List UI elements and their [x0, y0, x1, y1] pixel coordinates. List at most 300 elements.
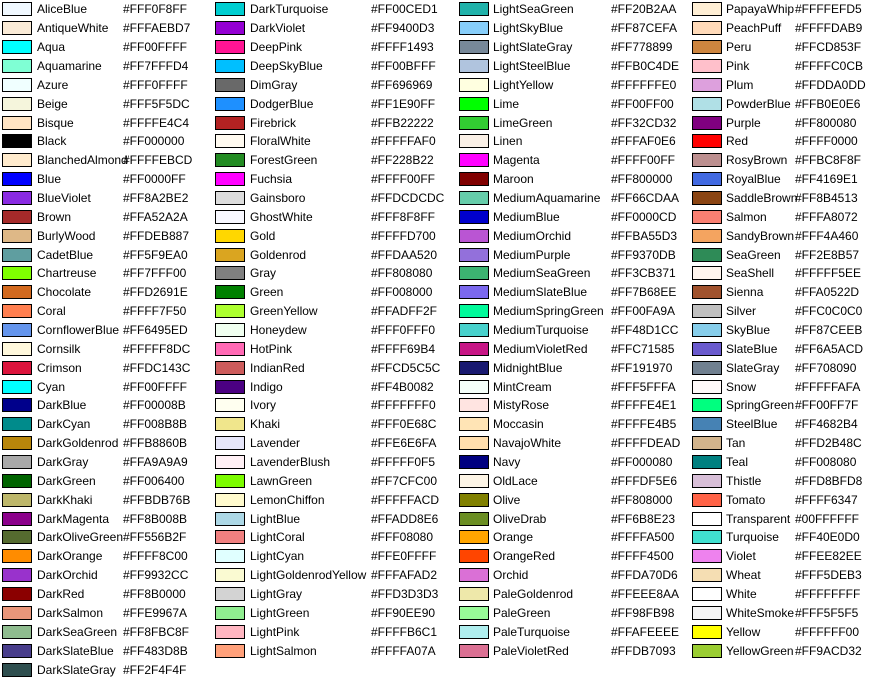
color-row	[215, 132, 444, 151]
color-row	[692, 377, 866, 396]
color-swatch	[459, 134, 489, 148]
color-name-label: MediumPurple	[493, 247, 571, 262]
color-row	[215, 226, 444, 245]
color-swatch	[215, 210, 245, 224]
color-swatch	[692, 285, 722, 299]
color-hex-label: #FF8A2BE2	[123, 191, 189, 206]
color-hex-label: #FF6B8E23	[611, 511, 676, 526]
color-hex-label: #FF00008B	[123, 398, 186, 413]
color-column-4	[692, 0, 866, 660]
color-name-label: Teal	[726, 455, 749, 470]
color-swatch	[459, 380, 489, 394]
color-row	[215, 528, 444, 547]
color-hex-label: #FF9400D3	[371, 21, 435, 36]
color-hex-label: #FF32CD32	[611, 115, 677, 130]
color-hex-label: #FFEE82EE	[795, 549, 862, 564]
color-name-label: RoyalBlue	[726, 172, 781, 187]
color-swatch	[2, 587, 32, 601]
color-name-label: Red	[726, 134, 749, 149]
color-hex-label: #FFBA55D3	[611, 228, 678, 243]
color-row	[459, 358, 680, 377]
color-swatch	[215, 116, 245, 130]
color-swatch	[215, 323, 245, 337]
color-name-label: LightGreen	[250, 605, 310, 620]
color-name-label: Green	[250, 285, 284, 300]
color-hex-label: #FFCD853F	[795, 40, 862, 55]
color-swatch	[459, 361, 489, 375]
color-row	[215, 94, 444, 113]
color-name-label: DarkSeaGreen	[37, 624, 118, 639]
color-hex-label: #FFE9967A	[123, 605, 188, 620]
color-row	[692, 283, 866, 302]
color-hex-label: #FFDDA0DD	[795, 77, 866, 92]
color-row	[215, 19, 444, 38]
color-swatch	[2, 512, 32, 526]
color-name-label: CadetBlue	[37, 247, 94, 262]
color-hex-label: #FFF08080	[371, 530, 434, 545]
color-name-label: DarkSlateGray	[37, 662, 116, 677]
color-hex-label: #FFDEB887	[123, 228, 190, 243]
color-name-label: Maroon	[493, 172, 534, 187]
color-name-label: DarkGoldenrod	[37, 436, 119, 451]
color-name-label: BlueViolet	[37, 191, 91, 206]
color-row	[459, 189, 680, 208]
color-row	[692, 490, 866, 509]
color-hex-label: #FF696969	[371, 77, 433, 92]
color-swatch	[2, 436, 32, 450]
color-row	[2, 509, 192, 528]
color-name-label: Silver	[726, 304, 757, 319]
color-row	[2, 471, 192, 490]
color-hex-label: #FF6A5ACD	[795, 341, 864, 356]
color-name-label: Gold	[250, 228, 276, 243]
color-swatch	[215, 587, 245, 601]
color-name-label: Lavender	[250, 436, 301, 451]
color-row	[2, 415, 192, 434]
color-swatch	[692, 474, 722, 488]
color-row	[692, 94, 866, 113]
color-swatch	[215, 172, 245, 186]
color-row	[692, 585, 866, 604]
color-swatch	[692, 493, 722, 507]
color-hex-label: #FF7FFF00	[123, 266, 187, 281]
color-hex-label: #FF6495ED	[123, 323, 188, 338]
color-row	[459, 113, 680, 132]
color-row	[692, 302, 866, 321]
color-row	[692, 207, 866, 226]
color-row	[215, 377, 444, 396]
color-name-label: LightPink	[250, 624, 300, 639]
color-hex-label: #00FFFFFF	[795, 511, 860, 526]
color-name-label: IndianRed	[250, 360, 305, 375]
color-name-label: Firebrick	[250, 115, 297, 130]
color-hex-label: #FF00CED1	[371, 2, 438, 17]
color-hex-label: #FF7CFC00	[371, 473, 438, 488]
color-row	[215, 264, 444, 283]
color-name-label: Crimson	[37, 360, 82, 375]
color-hex-label: #FFBC8F8F	[795, 153, 862, 168]
color-hex-label: #FF000000	[123, 134, 185, 149]
color-hex-label: #FF00FF7F	[795, 398, 859, 413]
color-row	[459, 321, 680, 340]
color-swatch	[2, 191, 32, 205]
color-name-label: Purple	[726, 115, 761, 130]
color-name-label: Moccasin	[493, 417, 544, 432]
color-swatch	[459, 606, 489, 620]
color-swatch	[2, 78, 32, 92]
color-row	[215, 113, 444, 132]
color-name-label: Magenta	[493, 153, 540, 168]
color-hex-label: #FFF0FFFF	[123, 77, 188, 92]
color-row	[2, 132, 192, 151]
color-row	[215, 170, 444, 189]
color-swatch	[2, 116, 32, 130]
color-swatch	[692, 398, 722, 412]
color-hex-label: #FF1E90FF	[371, 96, 436, 111]
color-hex-label: #FF3CB371	[611, 266, 676, 281]
color-hex-label: #FFF5DEB3	[795, 568, 862, 583]
color-swatch	[459, 474, 489, 488]
color-swatch	[692, 625, 722, 639]
color-swatch	[459, 229, 489, 243]
color-row	[215, 321, 444, 340]
color-swatch	[2, 97, 32, 111]
color-swatch	[692, 153, 722, 167]
color-row	[2, 641, 192, 660]
color-swatch	[692, 248, 722, 262]
color-swatch	[2, 380, 32, 394]
color-swatch	[692, 229, 722, 243]
color-row	[692, 358, 866, 377]
color-name-label: Fuchsia	[250, 172, 293, 187]
color-hex-label: #FF191970	[611, 360, 673, 375]
color-row	[459, 170, 680, 189]
color-hex-label: #FFFF6347	[795, 492, 858, 507]
color-name-label: SeaShell	[726, 266, 775, 281]
color-swatch	[215, 530, 245, 544]
color-hex-label: #FF000080	[611, 455, 673, 470]
color-swatch	[215, 512, 245, 526]
color-row	[692, 151, 866, 170]
color-swatch	[459, 512, 489, 526]
color-name-label: LightSalmon	[250, 643, 317, 658]
color-row	[215, 490, 444, 509]
color-name-label: Gray	[250, 266, 277, 281]
color-name-label: Beige	[37, 96, 68, 111]
color-row	[215, 151, 444, 170]
color-swatch	[215, 304, 245, 318]
color-hex-label: #FF20B2AA	[611, 2, 677, 17]
color-row	[2, 604, 192, 623]
color-swatch	[459, 417, 489, 431]
color-row	[215, 471, 444, 490]
color-swatch	[2, 304, 32, 318]
color-row	[692, 226, 866, 245]
color-swatch	[692, 587, 722, 601]
color-name-label: Tomato	[726, 492, 766, 507]
color-swatch	[215, 248, 245, 262]
color-hex-label: #FF708090	[795, 360, 857, 375]
color-hex-label: #FFB0E0E6	[795, 96, 861, 111]
color-name-label: OldLace	[493, 473, 538, 488]
color-name-label: Pink	[726, 59, 750, 73]
color-name-label: LightSlateGray	[493, 40, 573, 55]
color-name-label: DarkSlateBlue	[37, 643, 114, 658]
color-hex-label: #FF8B4513	[795, 191, 858, 206]
color-swatch	[692, 134, 722, 148]
color-swatch	[215, 625, 245, 639]
color-hex-label: #FF008B8B	[123, 417, 188, 432]
color-name-label: Salmon	[726, 209, 767, 224]
color-name-label: MediumAquamarine	[493, 191, 601, 206]
color-row	[459, 226, 680, 245]
color-name-label: PaleGoldenrod	[493, 587, 574, 602]
color-row	[692, 245, 866, 264]
color-row	[692, 547, 866, 566]
color-hex-label: #FF778899	[611, 40, 673, 55]
color-swatch	[2, 21, 32, 35]
color-hex-label: #FFF0FFF0	[371, 323, 436, 338]
color-row	[692, 509, 866, 528]
color-swatch	[2, 493, 32, 507]
color-hex-label: #FFF0F8FF	[123, 2, 188, 17]
color-row	[459, 471, 680, 490]
color-swatch	[692, 97, 722, 111]
color-row	[459, 57, 680, 76]
color-swatch	[215, 153, 245, 167]
color-swatch	[459, 191, 489, 205]
color-swatch	[2, 625, 32, 639]
color-hex-label: #FFFAFAD2	[371, 568, 438, 583]
color-hex-label: #FFFFE4C4	[123, 115, 190, 130]
color-hex-label: #FFCD5C5C	[371, 360, 441, 375]
color-swatch	[459, 549, 489, 563]
color-hex-label: #FFF5FFFA	[611, 379, 676, 394]
color-hex-label: #FFD2691E	[123, 285, 188, 300]
color-row	[2, 490, 192, 509]
color-row	[459, 566, 680, 585]
color-row	[459, 151, 680, 170]
color-hex-label: #FFF4A460	[795, 228, 859, 243]
color-hex-label: #FF00FFFF	[123, 379, 188, 394]
color-row	[2, 113, 192, 132]
color-hex-label: #FFFFF0F5	[371, 455, 436, 470]
color-row	[692, 528, 866, 547]
color-row	[2, 245, 192, 264]
color-swatch	[692, 644, 722, 658]
color-swatch	[215, 361, 245, 375]
color-name-label: PaleTurquoise	[493, 624, 570, 639]
color-swatch	[459, 40, 489, 54]
color-swatch	[692, 549, 722, 563]
color-name-label: GreenYellow	[250, 304, 318, 319]
color-hex-label: #FFB22222	[371, 115, 434, 130]
color-name-label: SlateGray	[726, 360, 780, 375]
color-row	[459, 528, 680, 547]
color-swatch	[215, 436, 245, 450]
color-swatch	[459, 304, 489, 318]
color-name-label: BlanchedAlmond	[37, 153, 128, 168]
color-hex-label: #FFF5F5DC	[123, 96, 190, 111]
color-row	[459, 490, 680, 509]
color-row	[459, 509, 680, 528]
color-row	[692, 0, 866, 19]
color-swatch	[459, 455, 489, 469]
color-hex-label: #FFF8F8FF	[371, 209, 436, 224]
color-swatch	[2, 153, 32, 167]
color-swatch	[2, 644, 32, 658]
color-swatch	[692, 436, 722, 450]
color-name-label: SeaGreen	[726, 247, 781, 262]
color-row	[692, 170, 866, 189]
color-name-label: Orchid	[493, 568, 529, 583]
color-row	[692, 604, 866, 623]
color-hex-label: #FFE0FFFF	[371, 549, 437, 564]
color-hex-label: #FF2E8B57	[795, 247, 860, 262]
color-name-label: Violet	[726, 549, 756, 564]
color-hex-label: #FF0000FF	[123, 172, 186, 187]
color-swatch	[459, 153, 489, 167]
color-row	[692, 19, 866, 38]
color-hex-label: #FFFF0000	[795, 134, 858, 149]
color-hex-label: #FFFFF5EE	[795, 266, 862, 281]
color-swatch	[459, 323, 489, 337]
color-name-label: Brown	[37, 209, 72, 224]
color-row	[2, 660, 192, 679]
color-name-label: Indigo	[250, 379, 283, 394]
color-swatch	[2, 606, 32, 620]
color-name-label: DarkRed	[37, 587, 85, 602]
color-swatch	[2, 229, 32, 243]
color-swatch	[215, 229, 245, 243]
color-name-label: DarkCyan	[37, 417, 91, 432]
color-swatch	[459, 210, 489, 224]
color-name-label: Orange	[493, 530, 534, 545]
color-hex-label: #FFA9A9A9	[123, 455, 188, 470]
color-name-label: AliceBlue	[37, 2, 88, 17]
color-name-label: LightBlue	[250, 511, 301, 526]
color-hex-label: #FF0000CD	[611, 209, 677, 224]
color-swatch	[692, 266, 722, 280]
color-name-label: Aqua	[37, 40, 66, 55]
color-row	[2, 377, 192, 396]
color-swatch	[459, 2, 489, 16]
color-swatch	[692, 304, 722, 318]
color-row	[459, 377, 680, 396]
color-row	[215, 604, 444, 623]
color-row	[2, 151, 192, 170]
color-hex-label: #FFFF8C00	[123, 549, 188, 564]
color-swatch	[692, 342, 722, 356]
color-hex-label: #FFFF4500	[611, 549, 674, 564]
color-hex-label: #FFDC143C	[123, 360, 191, 375]
color-row	[692, 622, 866, 641]
color-swatch	[215, 474, 245, 488]
color-name-label: DarkMagenta	[37, 511, 110, 526]
color-name-label: LimeGreen	[493, 115, 553, 130]
color-hex-label: #FFFF7F50	[123, 304, 187, 319]
color-hex-label: #FFFFB6C1	[371, 624, 438, 639]
color-name-label: Lime	[493, 96, 520, 111]
color-swatch	[692, 323, 722, 337]
color-swatch	[459, 59, 489, 73]
color-name-label: DarkViolet	[250, 21, 306, 36]
color-hex-label: #FFFAEBD7	[123, 21, 191, 36]
color-name-label: FloralWhite	[250, 134, 311, 149]
color-name-label: SandyBrown	[726, 228, 795, 243]
color-row	[459, 622, 680, 641]
color-hex-label: #FF4169E1	[795, 172, 858, 187]
color-row	[2, 528, 192, 547]
color-hex-label: #FF556B2F	[123, 530, 187, 545]
color-row	[215, 547, 444, 566]
color-hex-label: #FFFF00FF	[371, 172, 436, 187]
color-hex-label: #FF5F9EA0	[123, 247, 188, 262]
color-swatch	[459, 398, 489, 412]
color-row	[2, 75, 192, 94]
color-name-label: LightYellow	[493, 77, 554, 92]
color-name-label: PapayaWhip	[726, 2, 795, 17]
color-swatch	[215, 266, 245, 280]
color-hex-label: #FFDCDCDC	[371, 191, 445, 206]
color-hex-label: #FFBDB76B	[123, 492, 191, 507]
color-row	[459, 434, 680, 453]
color-name-label: Turquoise	[726, 530, 779, 545]
color-swatch	[692, 116, 722, 130]
color-row	[459, 132, 680, 151]
color-row	[692, 189, 866, 208]
color-row	[215, 434, 444, 453]
color-name-label: LawnGreen	[250, 473, 313, 488]
color-name-label: SlateBlue	[726, 341, 778, 356]
color-swatch	[215, 380, 245, 394]
color-name-label: Cyan	[37, 379, 66, 394]
color-row	[2, 189, 192, 208]
color-swatch	[215, 285, 245, 299]
color-swatch	[215, 59, 245, 73]
color-name-label: Navy	[493, 455, 521, 470]
color-row	[2, 226, 192, 245]
color-hex-label: #FFFAF0E6	[611, 134, 676, 149]
color-row	[459, 283, 680, 302]
color-row	[215, 207, 444, 226]
color-name-label: SteelBlue	[726, 417, 778, 432]
color-name-label: Chocolate	[37, 285, 92, 300]
color-swatch	[2, 361, 32, 375]
color-name-label: AntiqueWhite	[37, 21, 109, 36]
color-swatch	[215, 2, 245, 16]
color-swatch	[2, 530, 32, 544]
color-hex-label: #FFA52A2A	[123, 209, 188, 224]
color-row	[459, 415, 680, 434]
color-row	[215, 57, 444, 76]
color-swatch	[459, 78, 489, 92]
color-hex-label: #FFFFEBCD	[123, 153, 193, 168]
color-hex-label: #FFEEE8AA	[611, 587, 680, 602]
color-hex-label: #FFFFFFE0	[611, 77, 677, 92]
color-row	[2, 396, 192, 415]
color-swatch	[215, 398, 245, 412]
color-row	[2, 170, 192, 189]
color-name-label: MediumSlateBlue	[493, 285, 588, 300]
color-swatch	[459, 568, 489, 582]
color-row	[692, 566, 866, 585]
color-name-label: Sienna	[726, 285, 764, 300]
color-name-label: Black	[37, 134, 67, 149]
color-hex-label: #FF48D1CC	[611, 323, 679, 338]
color-hex-label: #FF2F4F4F	[123, 662, 187, 677]
color-swatch	[2, 474, 32, 488]
